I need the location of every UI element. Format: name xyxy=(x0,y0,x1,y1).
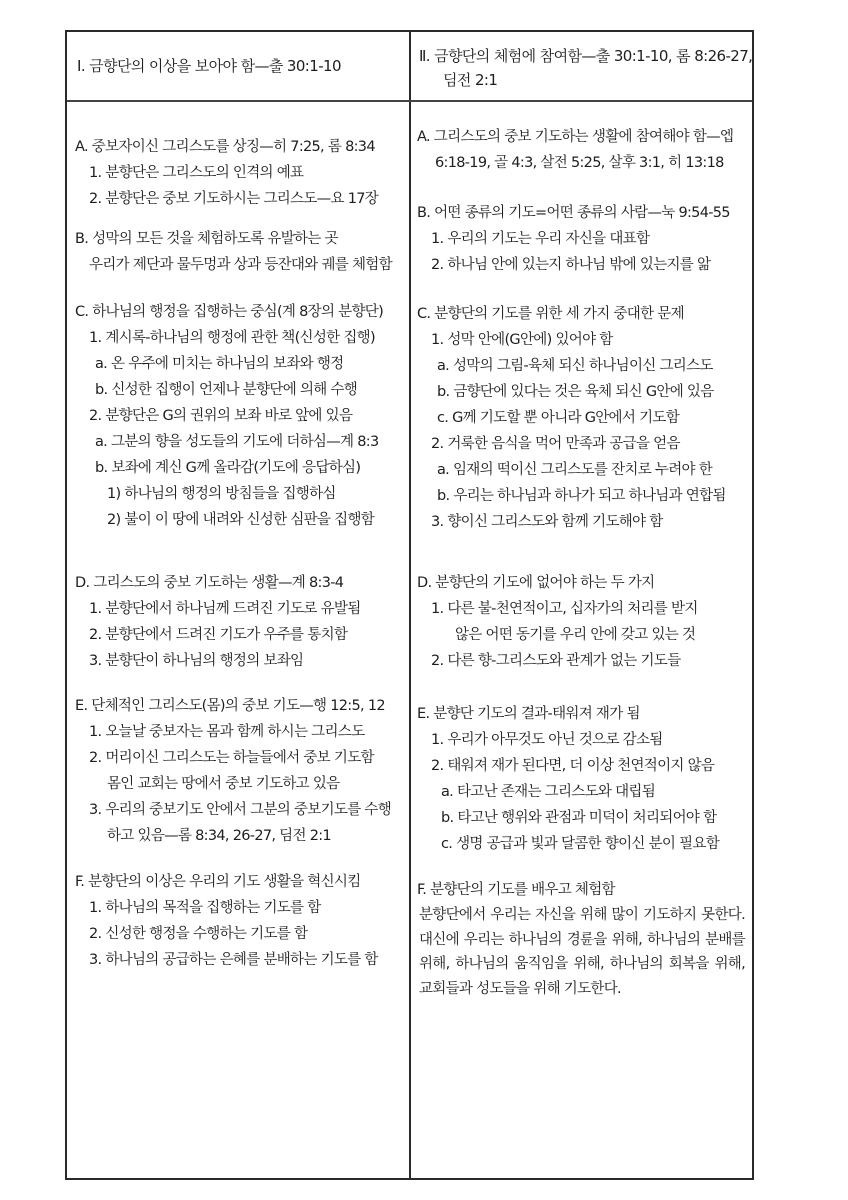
outline-line: A. 그리스도의 중보 기도하는 생활에 참여해야 함—엡 xyxy=(417,129,734,145)
outline-line: 2. 신성한 행정을 수행하는 기도를 함 xyxy=(89,926,308,942)
outline-line: a. 성막의 그림-육체 되신 하나님이신 그리스도 xyxy=(437,358,713,374)
outline-line: 6:18-19, 골 4:3, 살전 5:25, 살후 3:1, 히 13:18 xyxy=(435,155,724,171)
outline-line: 2) 불이 이 땅에 내려와 신성한 심판을 집행함 xyxy=(107,512,375,528)
outline-line: a. 임재의 떡이신 그리스도를 잔치로 누려야 한 xyxy=(437,462,713,478)
outline-line: 1. 다른 불-천연적이고, 십자가의 처리를 받지 xyxy=(431,601,698,617)
outline-line: 3. 우리의 중보기도 안에서 그분의 중보기도를 수행 xyxy=(89,802,392,818)
outline-line: 2. 태워져 재가 된다면, 더 이상 천연적이지 않음 xyxy=(431,758,715,774)
outline-table xyxy=(65,30,754,1180)
column-divider xyxy=(409,32,411,1178)
outline-line: 1. 분향단은 그리스도의 인격의 예표 xyxy=(89,165,304,181)
outline-line: 2. 분향단은 중보 기도하시는 그리스도—요 17장 xyxy=(89,191,379,207)
outline-line: b. 금향단에 있다는 것은 육체 되신 G안에 있음 xyxy=(437,384,714,400)
outline-line: 1. 성막 안에(G안에) 있어야 함 xyxy=(431,332,613,348)
summary-paragraph: 분향단에서 우리는 자신을 위해 많이 기도하지 못한다. 대신에 우리는 하나님의 경륜을 위해, 하나님의 분배를 위해, 하나님의 움직임을 위해, 하나님의 회복을 위해, 교회들과 성도들을 위해 기도한다. xyxy=(419,907,745,997)
outline-line: 1. 계시록-하나님의 행정에 관한 책(신성한 집행) xyxy=(89,330,375,346)
outline-line: 1. 분향단에서 하나님께 드려진 기도로 유발됨 xyxy=(89,601,361,617)
outline-line: 3. 하나님의 공급하는 은혜를 분배하는 기도를 함 xyxy=(89,952,378,968)
outline-line: 2. 분향단에서 드려진 기도가 우주를 통치함 xyxy=(89,627,348,643)
outline-line: c. 생명 공급과 빛과 달콤한 향이신 분이 필요함 xyxy=(441,836,720,852)
outline-line: B. 어떤 종류의 기도=어떤 종류의 사람—눅 9:54-55 xyxy=(417,205,730,221)
section-i-heading: Ⅰ. 금향단의 이상을 보아야 함—출 30:1-10 xyxy=(77,57,341,75)
outline-line: D. 분향단의 기도에 없어야 하는 두 가지 xyxy=(417,575,655,591)
outline-line: 않은 어떤 동기를 우리 안에 갖고 있는 것 xyxy=(455,627,696,643)
outline-line: b. 보좌에 계신 G께 올라감(기도에 응답하심) xyxy=(95,460,361,476)
outline-line: b. 타고난 행위와 관점과 미덕이 처리되어야 함 xyxy=(441,810,717,826)
outline-line: C. 하나님의 행정을 집행하는 중심(계 8장의 분향단) xyxy=(75,304,384,320)
outline-line: b. 신성한 집행이 언제나 분향단에 의해 수행 xyxy=(95,382,358,398)
header-divider xyxy=(67,100,752,102)
outline-line: 2. 머리이신 그리스도는 하늘들에서 중보 기도함 xyxy=(89,750,374,766)
outline-line: F. 분향단의 기도를 배우고 체험함 xyxy=(417,882,615,898)
right-header-cell xyxy=(411,32,754,100)
outline-line: 1. 우리가 아무것도 아닌 것으로 감소됨 xyxy=(431,732,663,748)
outline-line: F. 분향단의 이상은 우리의 기도 생활을 혁신시킴 xyxy=(75,874,361,890)
outline-line: 1) 하나님의 행정의 방침들을 집행하심 xyxy=(107,486,336,502)
outline-line: A. 중보자이신 그리스도를 상징—히 7:25, 롬 8:34 xyxy=(75,139,375,155)
outline-line: E. 단체적인 그리스도(몸)의 중보 기도—행 12:5, 12 xyxy=(75,698,385,714)
outline-line: 1. 하나님의 목적을 집행하는 기도를 함 xyxy=(89,900,321,916)
section-ii-heading-line2: 딤전 2:1 xyxy=(443,71,498,89)
outline-line: a. 온 우주에 미치는 하나님의 보좌와 행정 xyxy=(95,356,344,372)
outline-line: a. 그분의 향을 성도들의 기도에 더하심—계 8:3 xyxy=(95,434,379,450)
outline-line: 몸인 교회는 땅에서 중보 기도하고 있음 xyxy=(107,776,340,792)
outline-line: b. 우리는 하나님과 하나가 되고 하나님과 연합됨 xyxy=(437,488,726,504)
outline-line: c. G께 기도할 뿐 아니라 G안에서 기도함 xyxy=(437,410,680,426)
outline-line: C. 분향단의 기도를 위한 세 가지 중대한 문제 xyxy=(417,306,684,322)
section-ii-heading-line1: Ⅱ. 금향단의 체험에 참여함—출 30:1-10, 롬 8:26-27, xyxy=(419,47,753,65)
outline-line: 2. 하나님 안에 있는지 하나님 밖에 있는지를 앎 xyxy=(431,257,711,273)
outline-line: 하고 있음—롬 8:34, 26-27, 딤전 2:1 xyxy=(107,828,331,844)
section-ii-heading xyxy=(419,44,752,92)
outline-line: 1. 우리의 기도는 우리 자신을 대표함 xyxy=(431,231,650,247)
outline-line: B. 성막의 모든 것을 체험하도록 유발하는 곳 xyxy=(75,231,338,247)
outline-line: a. 타고난 존재는 그리스도와 대립됨 xyxy=(441,784,656,800)
outline-line: 2. 거룩한 음식을 먹어 만족과 공급을 얻음 xyxy=(431,436,680,452)
outline-line: E. 분향단 기도의 결과-태워져 재가 됨 xyxy=(417,706,640,722)
left-header-cell xyxy=(67,32,409,100)
outline-line: 2. 분향단은 G의 권위의 보좌 바로 앞에 있음 xyxy=(89,408,353,424)
outline-line: 1. 오늘날 중보자는 몸과 함께 하시는 그리스도 xyxy=(89,724,365,740)
outline-line: 우리가 제단과 물두멍과 상과 등잔대와 궤를 체험함 xyxy=(89,257,392,273)
outline-line: 3. 향이신 그리스도와 함께 기도해야 함 xyxy=(431,514,663,530)
outline-line: 2. 다른 향-그리스도와 관계가 없는 기도들 xyxy=(431,653,681,669)
outline-line: D. 그리스도의 중보 기도하는 생활—계 8:3-4 xyxy=(75,575,344,591)
outline-line: 3. 분향단이 하나님의 행정의 보좌임 xyxy=(89,653,304,669)
